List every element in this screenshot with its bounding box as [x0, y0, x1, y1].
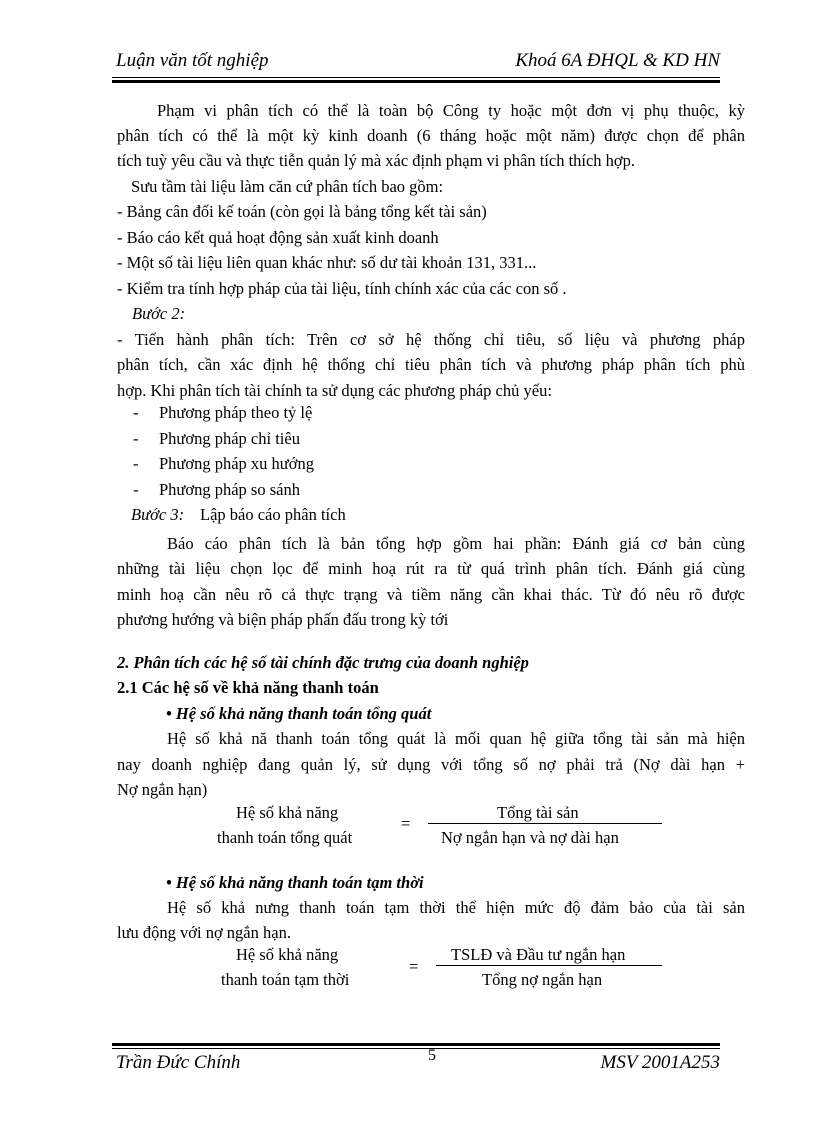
formula-2-fraction-bar	[436, 965, 662, 966]
paragraph-1-line-2: phân tích có thể là một kỳ kinh doanh (6 tháng hoặc một năm) được chọn để phân	[117, 126, 745, 145]
step-3-text: Lập báo cáo phân tích	[200, 505, 346, 524]
section-heading-2-1: 2.1 Các hệ số về khả năng thanh toán	[117, 678, 379, 697]
section-heading-2: 2. Phân tích các hệ số tài chính đặc trưng của doanh nghiệp	[117, 653, 529, 672]
method-dash: -	[133, 429, 139, 448]
formula-1-numerator: Tổng tài sản	[497, 803, 579, 822]
list-item-3: - Một số tài liệu liên quan khác như: số dư tài khoản 131, 331...	[117, 253, 537, 272]
step-3-label: Bước 3:	[131, 505, 185, 524]
formula-2-label-line-2: thanh toán tạm thời	[221, 970, 350, 989]
formula-2-label-line-1: Hệ số khả năng	[236, 945, 339, 964]
paragraph-6-line-2: lưu động với nợ ngắn hạn.	[117, 923, 291, 942]
footer-student-id: MSV 2001A253	[600, 1052, 720, 1073]
formula-2-denominator: Tổng nợ ngắn hạn	[482, 970, 603, 989]
method-1: Phương pháp theo tỷ lệ	[159, 403, 313, 422]
method-2: Phương pháp chỉ tiêu	[159, 429, 300, 448]
footer-rule-thin	[112, 1048, 720, 1049]
paragraph-5-line-1: Hệ số khả nă thanh toán tổng quát là mối quan hệ giữa tổng tài sản mà hiện	[167, 729, 745, 748]
method-3: Phương pháp xu hướng	[159, 454, 314, 473]
formula-1-equals: =	[401, 814, 411, 833]
header-left: Luận văn tốt nghiệp	[116, 50, 269, 71]
method-4: Phương pháp so sánh	[159, 480, 300, 499]
paragraph-5-line-3: Nợ ngắn hạn)	[117, 780, 208, 799]
header-rule-thick	[112, 80, 720, 83]
method-dash: -	[133, 403, 139, 422]
paragraph-1-line-3: tích tuỳ yêu cầu và thực tiễn quản lý mà xác định phạm vi phân tích thích hợp.	[117, 151, 636, 170]
paragraph-4-line-1: Báo cáo phân tích là bản tổng hợp gồm hai phần: Đánh giá cơ bản cùng	[167, 534, 745, 553]
paragraph-5-line-2: nay doanh nghiệp đang quản lý, sử dụng với tổng số nợ phải trả (Nợ dài hạn +	[117, 755, 745, 774]
list-item-4: - Kiểm tra tính hợp pháp của tài liệu, tính chính xác của các con số .	[117, 279, 567, 298]
step-2-label: Bước 2:	[132, 304, 186, 323]
list-item-2: - Báo cáo kết quả hoạt động sản xuất kinh doanh	[117, 228, 439, 247]
paragraph-4-line-4: phương hướng và biện pháp phấn đấu trong kỳ tới	[117, 610, 449, 629]
page-header	[112, 50, 720, 76]
subheading-overall-liquidity: • Hệ số khả năng thanh toán tổng quát	[166, 704, 432, 723]
formula-1-fraction-bar	[428, 823, 662, 824]
formula-2-numerator: TSLĐ và Đầu tư ngắn hạn	[451, 945, 626, 964]
paragraph-3-line-3: hợp. Khi phân tích tài chính ta sử dụng các phương pháp chủ yếu:	[117, 381, 552, 400]
paragraph-2: Sưu tầm tài liệu làm căn cứ phân tích bao gồm:	[131, 177, 444, 196]
formula-1-label-line-1: Hệ số khả năng	[236, 803, 339, 822]
subheading-current-liquidity: • Hệ số khả năng thanh toán tạm thời	[166, 873, 424, 892]
method-dash: -	[133, 480, 139, 499]
header-rule-thin	[112, 77, 720, 78]
header-right: Khoá 6A ĐHQL & KD HN	[515, 50, 720, 71]
paragraph-3-line-2: phân tích, cần xác định hệ thống chỉ tiêu phân tích và phương pháp phân tích phù	[117, 355, 745, 374]
method-dash: -	[133, 454, 139, 473]
formula-1-denominator: Nợ ngắn hạn và nợ dài hạn	[441, 828, 619, 847]
footer-author: Trần Đức Chính	[116, 1052, 241, 1073]
formula-2-equals: =	[409, 957, 419, 976]
paragraph-3-line-1: - Tiến hành phân tích: Trên cơ sở hệ thống chỉ tiêu, số liệu và phương pháp	[117, 330, 745, 349]
paragraph-1-line-1: Phạm vi phân tích có thể là toàn bộ Công ty hoặc một đơn vị phụ thuộc, kỳ	[157, 101, 745, 120]
formula-1-label-line-2: thanh toán tổng quát	[217, 828, 353, 847]
list-item-1: - Bảng cân đối kế toán (còn gọi là bảng tổng kết tài sản)	[117, 202, 487, 221]
paragraph-4-line-2: những tài liệu chọn lọc để minh hoạ rút ra từ quá trình phân tích. Đánh giá cùng	[117, 559, 745, 578]
paragraph-4-line-3: minh hoạ cần nêu rõ cả thực trạng và tiềm năng cần khai thác. Từ đó nêu rõ được	[117, 585, 745, 604]
footer-rule-thick	[112, 1043, 720, 1046]
page-number: 5	[428, 1047, 436, 1064]
paragraph-6-line-1: Hệ số khả nưng thanh toán tạm thời thể hiện mức độ đảm bảo của tài sản	[167, 898, 745, 917]
page-footer	[112, 1047, 720, 1078]
